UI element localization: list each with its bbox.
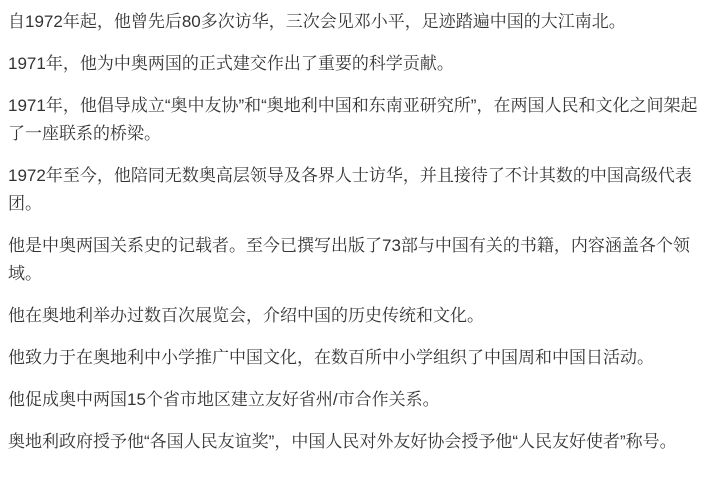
paragraph-visits-china: 自1972年起，他曾先后80多次访华，三次会见邓小平，足迹踏遍中国的大江南北。	[8, 12, 626, 31]
paragraph-exhibitions: 他在奥地利举办过数百次展览会，介绍中国的历史传统和文化。	[8, 306, 484, 325]
paragraph-awards: 奥地利政府授予他“各国人民友谊奖”，中国人民对外友好协会授予他“人民友好使者”称号。	[8, 432, 677, 451]
paragraph-school-culture: 他致力于在奥地利中小学推广中国文化，在数百所中小学组织了中国周和中国日活动。	[8, 348, 654, 367]
paragraph-founded-associations: 1971年，他倡导成立“奥中友协”和“奥地利中国和东南亚研究所”，在两国人民和文化之间架起了一座联系的桥梁。	[8, 96, 698, 143]
paragraph-diplomatic-relations: 1971年，他为中奥两国的正式建交作出了重要的科学贡献。	[8, 54, 454, 73]
paragraph-accompanied-delegations: 1972年至今，他陪同无数奥高层领导及各界人士访华，并且接待了不计其数的中国高级代表团。	[8, 166, 692, 213]
paragraph-sister-regions: 他促成奥中两国15个省市地区建立友好省州/市合作关系。	[8, 390, 440, 409]
paragraph-published-books: 他是中奥两国关系史的记载者。至今已撰写出版了73部与中国有关的书籍，内容涵盖各个领域。	[8, 236, 690, 283]
